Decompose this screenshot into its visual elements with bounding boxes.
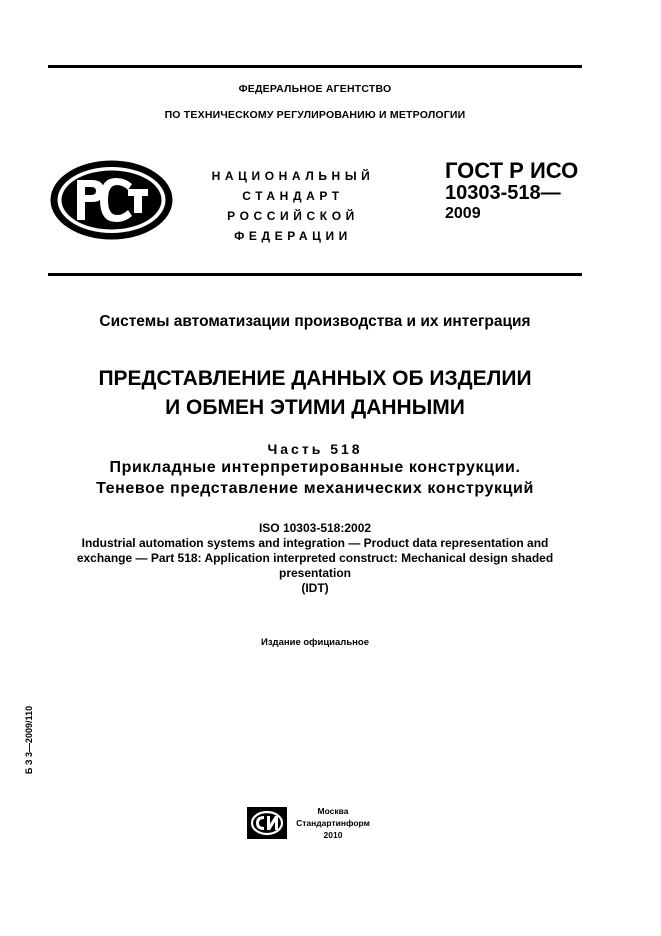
edition-label: Издание официальное [261,637,369,648]
iso-title-line-1: Industrial automation systems and integration — Product data representation and [81,536,549,550]
gost-line-1: ГОСТ Р ИСО [445,158,579,183]
publisher-city: Москва [317,806,349,816]
agency-line-1: ФЕДЕРАЛЬНОЕ АГЕНТСТВО [238,83,392,95]
national-standard-label [198,166,388,246]
iso-number: ISO 10303-518:2002 [258,521,372,535]
part-title-line-2: Теневое представление механических конструкций [96,480,534,497]
gost-line-3: 2009 [445,205,481,222]
iso-reference [36,521,594,596]
publisher-block [293,805,373,841]
main-title-line-1: ПРЕДСТАВЛЕНИЕ ДАННЫХ ОБ ИЗДЕЛИИ [98,367,532,390]
part-title-line-1: Прикладные интерпретированные конструкции. [109,459,521,476]
standartinform-logo-icon [247,807,287,839]
series-title: Системы автоматизации производства и их интеграция [99,313,531,330]
side-code: Б З 3—2009/110 [24,705,34,775]
top-rule [48,65,582,68]
part-label: Часть 518 [267,441,363,457]
national-line-2: СТАНДАРТ [242,189,344,203]
national-line-1: НАЦИОНАЛЬНЫЙ [211,169,375,183]
gost-line-2: 10303-518— [445,182,561,204]
agency-line-2: ПО ТЕХНИЧЕСКОМУ РЕГУЛИРОВАНИЮ И МЕТРОЛОГИИ [164,109,466,121]
part-title [48,457,582,499]
iso-identity: (IDT) [301,581,329,595]
iso-title-line-3: presentation [278,566,351,580]
publisher-year: 2010 [323,830,343,840]
main-title-line-2: И ОБМЕН ЭТИМИ ДАННЫМИ [165,396,465,419]
national-line-4: ФЕДЕРАЦИИ [234,229,352,243]
national-line-3: РОССИЙСКОЙ [227,209,359,223]
main-title [48,364,582,422]
gost-designation [445,160,578,224]
gost-r-emblem-icon [48,158,175,242]
middle-rule [48,273,582,276]
publisher-name: Стандартинформ [296,818,370,828]
iso-title-line-2: exchange — Part 518: Application interpreted construct: Mechanical design shaded [76,551,554,565]
